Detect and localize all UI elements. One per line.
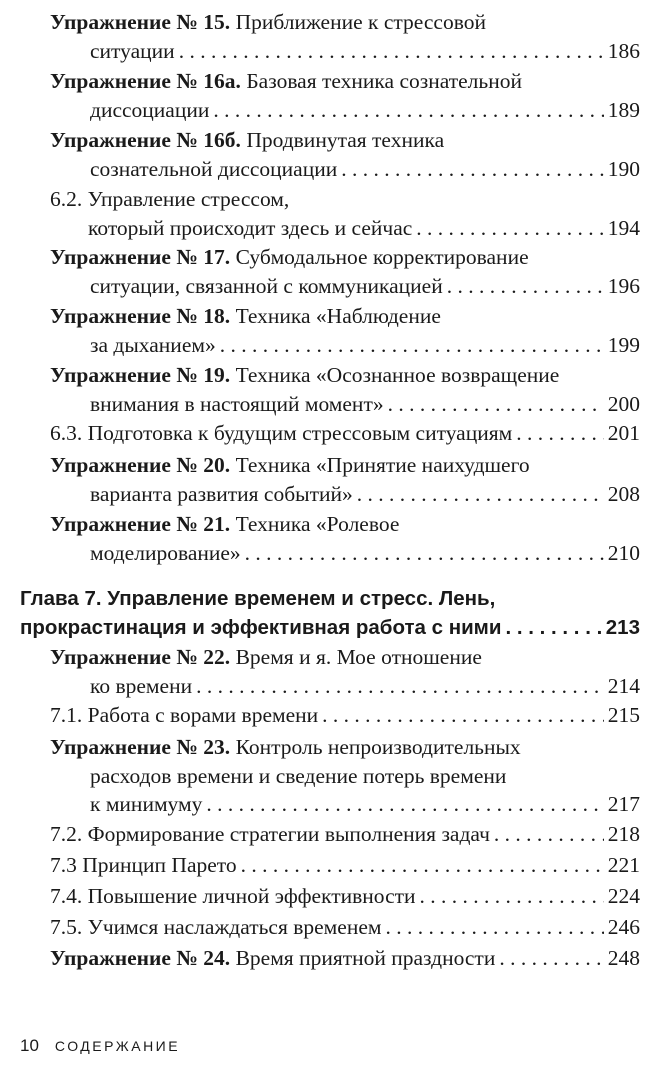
exercise-label: Упражнение № 23. [50, 735, 231, 759]
toc-entry [0, 126, 654, 183]
exercise-label: Упражнение № 24. [50, 946, 231, 970]
toc-section-entry [0, 820, 654, 849]
toc-section-entry [0, 419, 654, 448]
exercise-label: Упражнение № 20. [50, 453, 231, 477]
page-number: 213 [605, 615, 640, 639]
toc-section-entry [0, 882, 654, 911]
exercise-label: Упражнение № 16б. [50, 128, 241, 152]
toc-entry [0, 67, 654, 124]
section-title: 6.3. Подготовка к будущим стрессовым ситуациям [50, 421, 513, 445]
exercise-label: Упражнение № 15. [50, 10, 231, 34]
section-title: 7.2. Формирование стратегии выполнения задач [50, 822, 490, 846]
leader-dots [516, 419, 604, 448]
section-title: 7.3 Принцип Парето [50, 853, 237, 877]
entry-title-cont: ко времени [90, 673, 193, 698]
section-title: 7.5. Учимся наслаждаться временем [50, 915, 382, 939]
leader-dots [213, 96, 603, 125]
page-number: 248 [607, 946, 640, 970]
entry-title: Приближение к стрессовой [230, 10, 486, 34]
entry-title-cont: за дыханием» [90, 332, 216, 357]
section-title: 6.2. Управление стрессом, [50, 187, 290, 211]
leader-dots [388, 390, 604, 419]
entry-title: Субмодальное корректирование [230, 245, 529, 269]
toc-entry [0, 302, 654, 359]
entry-title: Техника «Наблюдение [230, 304, 441, 328]
page-footer [20, 1036, 180, 1056]
exercise-label: Упражнение № 16а. [50, 69, 241, 93]
exercise-label: Упражнение № 21. [50, 512, 231, 536]
entry-title: Техника «Осознанное возвращение [230, 363, 560, 387]
footer-page-number: 10 [20, 1036, 39, 1055]
leader-dots [206, 790, 603, 819]
leader-dots [241, 851, 604, 880]
section-title: 7.4. Повышение личной эффективности [50, 884, 416, 908]
page-number: 215 [607, 703, 640, 727]
leader-dots [341, 155, 604, 184]
leader-dots [220, 331, 604, 360]
entry-title-cont: ситуации, связанной с коммуникацией [90, 273, 443, 298]
leader-dots [499, 944, 603, 973]
toc-entry [0, 8, 654, 65]
entry-title-cont: сознательной диссоциации [90, 156, 338, 181]
toc-entry [0, 944, 654, 973]
leader-dots [447, 272, 604, 301]
entry-title-cont: к минимуму [90, 792, 203, 816]
entry-title: Контроль непроизводительных [230, 735, 521, 759]
chapter-heading [0, 585, 654, 642]
leader-dots [357, 480, 604, 509]
footer-section-label: СОДЕРЖАНИЕ [54, 1038, 181, 1054]
entry-title: Продвинутая техника [240, 128, 445, 152]
toc-section-entry [0, 913, 654, 942]
section-title: 7.1. Работа с ворами времени [50, 703, 319, 727]
leader-dots [420, 882, 604, 911]
exercise-label: Упражнение № 17. [50, 245, 231, 269]
leader-dots [505, 614, 601, 641]
exercise-label: Упражнение № 22. [50, 645, 231, 669]
leader-dots [322, 701, 604, 730]
leader-dots [494, 820, 604, 849]
exercise-label: Упражнение № 19. [50, 363, 231, 387]
toc-entry [0, 361, 654, 418]
toc-entry [0, 733, 654, 819]
page-number: 186 [607, 38, 640, 63]
page-number: 218 [607, 822, 640, 846]
toc-entry [0, 643, 654, 700]
page-number: 208 [607, 481, 640, 506]
toc-entry [0, 451, 654, 508]
page-number: 214 [607, 673, 640, 698]
entry-title-cont: внимания в настоящий момент» [90, 391, 384, 416]
page-number: 217 [607, 792, 640, 816]
entry-title: Время и я. Мое отношение [230, 645, 482, 669]
page-number: 194 [607, 215, 640, 240]
entry-title: Техника «Ролевое [230, 512, 400, 536]
page-number: 200 [607, 391, 640, 416]
toc-entry [0, 510, 654, 567]
leader-dots [179, 37, 604, 66]
page-number: 196 [607, 273, 640, 298]
entry-title: Техника «Принятие наихудшего [230, 453, 530, 477]
page-number: 189 [607, 97, 640, 122]
toc-section-entry [0, 185, 654, 242]
entry-title-cont: диссоциации [90, 97, 210, 122]
entry-title-cont: моделирование» [90, 540, 241, 565]
entry-title-cont: варианта развития событий» [90, 481, 353, 506]
leader-dots [416, 214, 603, 243]
section-title-cont: который происходит здесь и сейчас [88, 215, 413, 240]
entry-title-cont: расходов времени и сведение потерь времени [90, 763, 507, 788]
leader-dots [196, 672, 604, 701]
page-number: 210 [607, 540, 640, 565]
toc-entry [0, 243, 654, 300]
entry-title: Базовая техника сознательной [240, 69, 522, 93]
toc-section-entry [0, 851, 654, 880]
chapter-title: Глава 7. Управление временем и стресс. Лень, [20, 587, 496, 610]
leader-dots [385, 913, 603, 942]
toc-section-entry [0, 701, 654, 730]
entry-title-cont: ситуации [90, 38, 175, 63]
page-number: 246 [607, 915, 640, 939]
exercise-label: Упражнение № 18. [50, 304, 231, 328]
page-number: 199 [607, 332, 640, 357]
page-number: 201 [607, 421, 640, 445]
page-number: 190 [607, 156, 640, 181]
chapter-title-cont: прокрастинация и эффективная работа с ними [20, 615, 502, 639]
page-number: 221 [607, 853, 640, 877]
leader-dots [245, 539, 604, 568]
page-number: 224 [607, 884, 640, 908]
entry-title: Время приятной праздности [230, 946, 496, 970]
